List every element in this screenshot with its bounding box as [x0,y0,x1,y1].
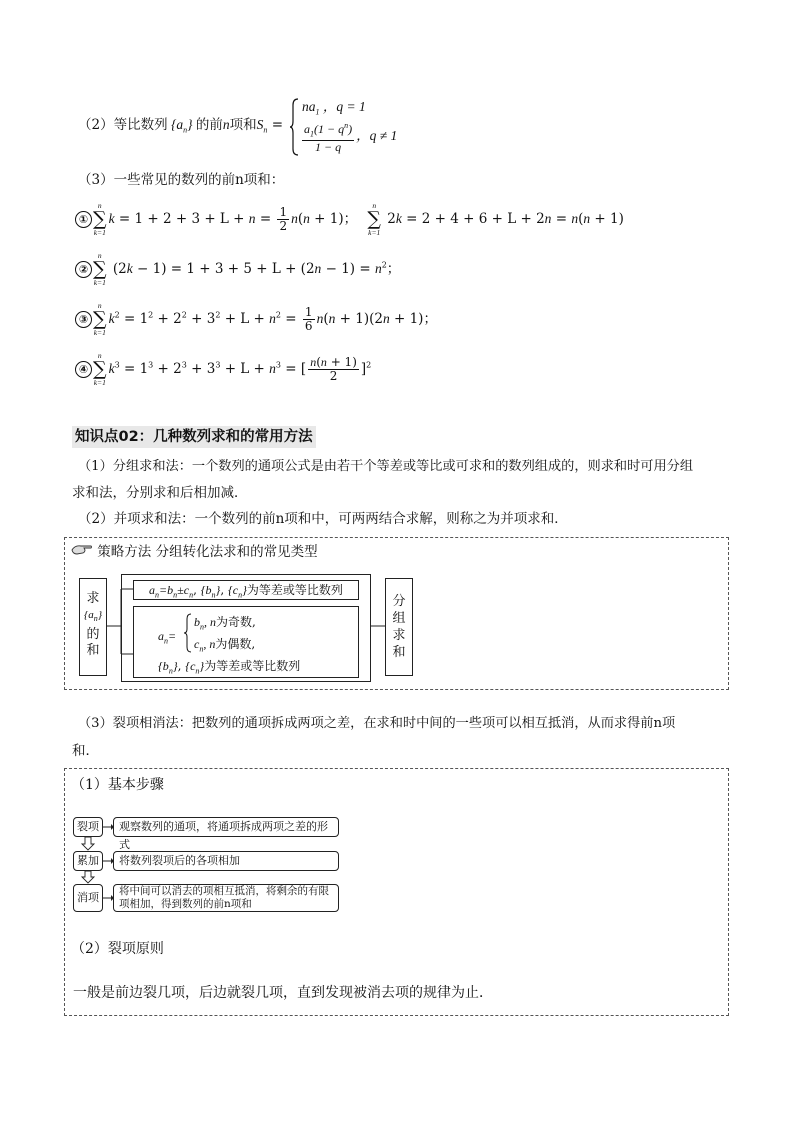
steps-box [64,768,729,1016]
item-number-4: ④ [75,361,92,378]
step-arrows-icon [65,809,125,919]
hand-pointer-icon [71,543,93,563]
step-desc-1: 观察数列的通项，将通项拆成两项之差的形式 [113,817,339,837]
right-fen: 分 [392,594,406,609]
strategy-right-box [385,578,413,676]
para-1-line-1: （1）分组求和法：一个数列的通项公式是由若干个等差或等比或可求和的数列组成的，则求和时可用分组 [78,459,694,474]
strategy-title-row [71,542,318,563]
case-2-even: 为偶数, [215,637,256,651]
case-1-suffix: 为等差或等比数列 [246,583,343,597]
strategy-box [64,537,729,690]
principle-title: （2）裂项原则 [71,941,164,957]
brace-icon [290,97,300,157]
left-he: 和 [86,643,100,659]
right-qiu: 求 [392,628,406,643]
steps-title: （1）基本步骤 [71,777,164,793]
item-number-1: ① [75,211,92,228]
section-heading: 知识点02：几种数列求和的常用方法 [72,426,316,448]
left-de: 的 [86,627,100,643]
para-1-line-2: 求和法，分别求和后相加减． [72,485,248,501]
right-he: 和 [392,645,406,660]
step-desc-2: 将数列裂项后的各项相加 [113,851,339,871]
para-3-line-1: （3）裂项相消法：把数列的通项拆成两项之差，在求和时中间的一些项可以相互抵消，从而求得前n项 [78,716,676,731]
strategy-left-box: 求 $\{a_n\}$ 的 和 [79,578,107,676]
case-2-box: $a_n=$ $b_n$, n为奇数, $c_n$, n为偶数, $\{b_n\}$, $\{c_n\}$为等差或等比数列 [133,606,359,678]
principle-text: 一般是前边裂几项，后边就裂几项，直到发现被消去项的规律为止． [73,985,493,1001]
right-zu: 组 [392,611,406,626]
step-name-2: 累加 [73,851,103,871]
sum-formula-2: ② n ∑ k=1 $(2k - 1) = 1 + 3 + 5 + L + (2n - 1) = n^2$； [75,252,400,287]
common-sums-title: （3）一些常见的数列的前n项和： [78,172,285,188]
geo-sum-label: （2）等比数列 [78,117,168,133]
strategy-title: 策略方法 分组转化法求和的常见类型 [97,544,318,560]
case-2-odd: 为奇数, [216,615,256,629]
item-number-2: ② [75,261,92,278]
item-number-3: ③ [75,311,92,328]
case-1-box: $a_n=b_n\pm c_n$, $\{b_n\}$, $\{c_n\}$为等差或等比数列 [133,580,359,600]
sum-formula-1: ① n ∑ k=1 k = 1 + 2 + 3 + L + n = $\frac{1}{2}$ n(n + 1)； n ∑ k=1 2k = 2 + 4 + 6 + L + 2n = n(n + 1) [75,202,624,237]
geo-sum-tail: 项和 [229,117,257,133]
left-qiu: 求 [86,591,100,606]
para-2: （2）并项求和法：一个数列的前n项和中，可两两结合求解，则称之为并项求和． [78,511,568,527]
case-2-suffix: 为等差或等比数列 [204,659,301,673]
sum-formula-3: ③ n ∑ k=1 $k^2 = 1^2 + 2^2 + 3^2 + L + n^2$ = $\frac{1}{6}$ n(n + 1)(2n + 1)； [75,302,437,337]
step-desc-3: 将中间可以消去的项相互抵消，将剩余的有限项相加，得到数列的前n项和 [113,884,339,912]
step-name-1: 裂项 [73,817,103,837]
step-name-3: 消项 [73,884,103,912]
case-brace-icon [184,613,192,653]
geo-sum-mid: 的前 [195,117,223,133]
para-3-line-2: 和． [72,743,99,759]
sum-formula-4: ④ n ∑ k=1 $k^3 = 1^3 + 2^3 + 3^3 + L + n^3$ = [ $\frac{n(n + 1)}{2}$ ]$^2$ [75,352,371,387]
